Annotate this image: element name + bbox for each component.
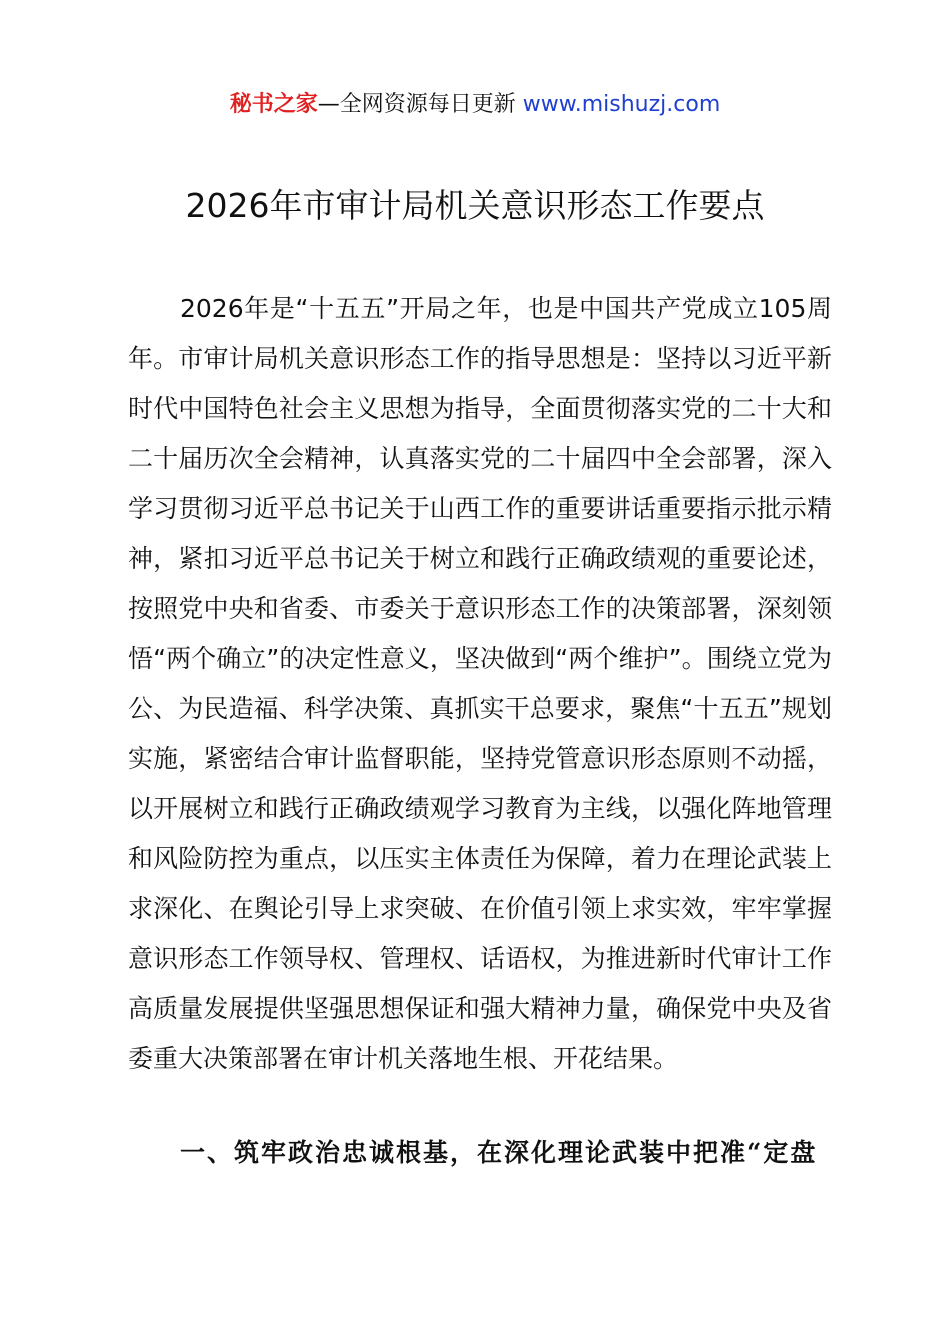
website-link[interactable]: www.mishuzj.com: [522, 92, 721, 117]
section-heading: 一、筑牢政治忠诚根基，在深化理论武装中把准“定盘: [180, 1138, 818, 1167]
document-title: 2026年市审计局机关意识形态工作要点: [185, 186, 765, 225]
brand-name: 秘书之家: [229, 92, 318, 117]
site-header: [0, 88, 950, 122]
header-tagline: —全网资源每日更新: [317, 92, 523, 117]
body-paragraph: 2026年是“十五五”开局之年，也是中国共产党成立105周年。市审计局机关意识形态工作的指导思想是：坚持以习近平新时代中国特色社会主义思想为指导，全面贯彻落实党的二十大和二十届历次全会精神，认真落实党的二十届四中全会部署，深入学习贯彻习近平总书记关于山西工作的重要讲话重要指示批示精神，紧扣习近平总书记关于树立和践行正确政绩观的重要论述，按照党中央和省委、市委关于意识形态工作的决策部署，深刻领悟“两个确立”的决定性意义，坚决做到“两个维护”。围绕立党为公、为民造福、科学决策、真抓实干总要求，聚焦“十五五”规划实施，紧密结合审计监督职能，坚持党管意识形态原则不动摇，以开展树立和践行正确政绩观学习教育为主线，以强化阵地管理和风险防控为重点，以压实主体责任为保障，着力在理论武装上求深化、在舆论引导上求突破、在价值引领上求实效，牢牢掌握意识形态工作领导权、管理权、话语权，为推进新时代审计工作高质量发展提供坚强思想保证和强大精神力量，确保党中央及省委重大决策部署在审计机关落地生根、开花结果。: [128, 294, 832, 1073]
